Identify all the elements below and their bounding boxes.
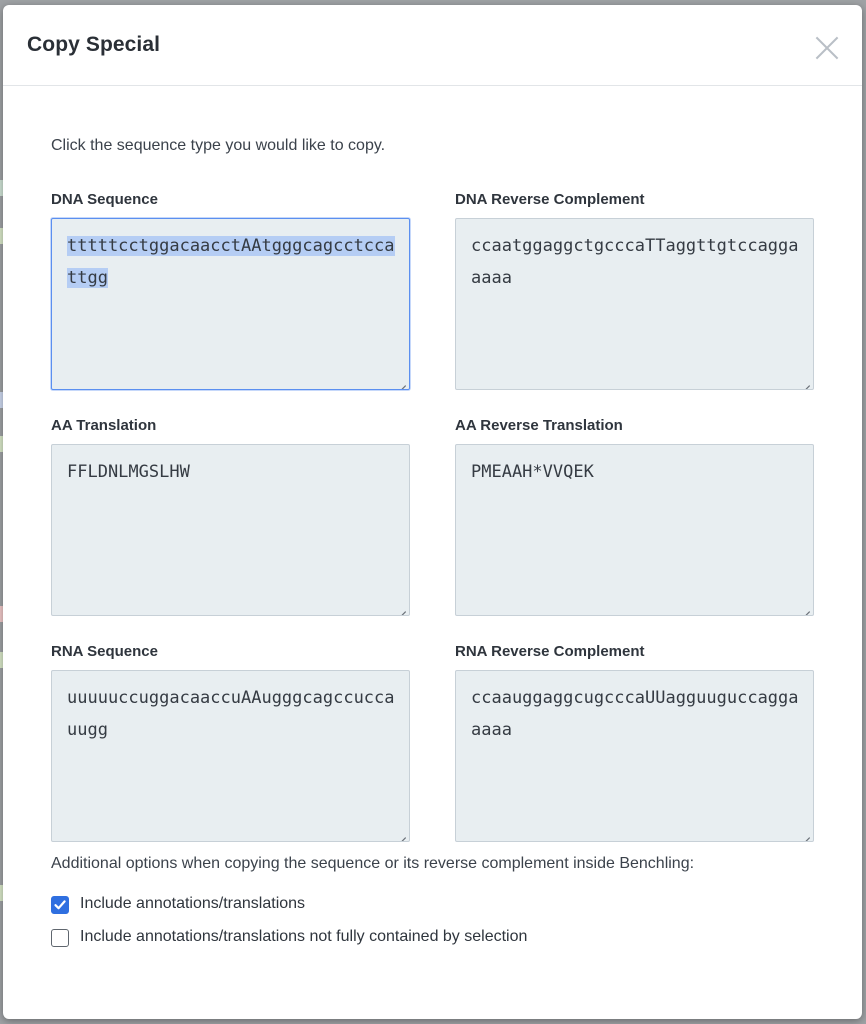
include-annotations-checkbox[interactable] [51, 896, 69, 914]
rna-sequence-field[interactable] [51, 670, 410, 842]
resize-handle-icon[interactable] [396, 828, 406, 838]
resize-handle-icon[interactable] [396, 602, 406, 612]
aa-translation-field[interactable] [51, 444, 410, 616]
resize-handle-icon[interactable] [800, 602, 810, 612]
dialog-title: Copy Special [27, 33, 161, 56]
aa-translation-text: FFLDNLMGSLHW [67, 462, 190, 482]
rna-sequence-label: RNA Sequence [51, 643, 158, 660]
include-partial-annotations-checkbox[interactable] [51, 929, 69, 947]
dna-reverse-complement-field[interactable] [455, 218, 814, 390]
rna-reverse-complement-field[interactable] [455, 670, 814, 842]
resize-handle-icon[interactable] [800, 376, 810, 386]
instructions-text: Click the sequence type you would like to copy. [51, 137, 386, 154]
dna-reverse-complement-text: ccaatggaggctgcccaTTaggttgtccaggaaaaa [471, 236, 799, 288]
dna-sequence-field[interactable] [51, 218, 410, 390]
dialog-header [3, 5, 862, 86]
resize-handle-icon[interactable] [800, 828, 810, 838]
rna-sequence-text: uuuuuccuggacaaccuAAugggcagccuccauugg [67, 688, 395, 740]
additional-options-text: Additional options when copying the sequence or its reverse complement inside Benchling: [51, 855, 695, 872]
rna-reverse-complement-label: RNA Reverse Complement [455, 643, 645, 660]
copy-special-dialog [3, 5, 862, 1019]
close-icon[interactable] [814, 35, 840, 61]
aa-reverse-translation-field[interactable] [455, 444, 814, 616]
aa-reverse-translation-label: AA Reverse Translation [455, 417, 623, 434]
dna-reverse-complement-label: DNA Reverse Complement [455, 191, 645, 208]
resize-handle-icon[interactable] [396, 376, 406, 386]
rna-reverse-complement-text: ccaauggaggcugcccaUUagguuguccaggaaaaa [471, 688, 799, 740]
dna-sequence-text: tttttcctggacaacctAAtgggcagcctccattgg [67, 236, 395, 288]
dna-sequence-label: DNA Sequence [51, 191, 158, 208]
checkmark-icon [53, 898, 67, 912]
include-partial-annotations-label: Include annotations/translations not fully contained by selection [80, 928, 528, 945]
aa-reverse-translation-text: PMEAAH*VVQEK [471, 462, 594, 482]
include-annotations-label: Include annotations/translations [80, 895, 306, 912]
aa-translation-label: AA Translation [51, 417, 157, 434]
